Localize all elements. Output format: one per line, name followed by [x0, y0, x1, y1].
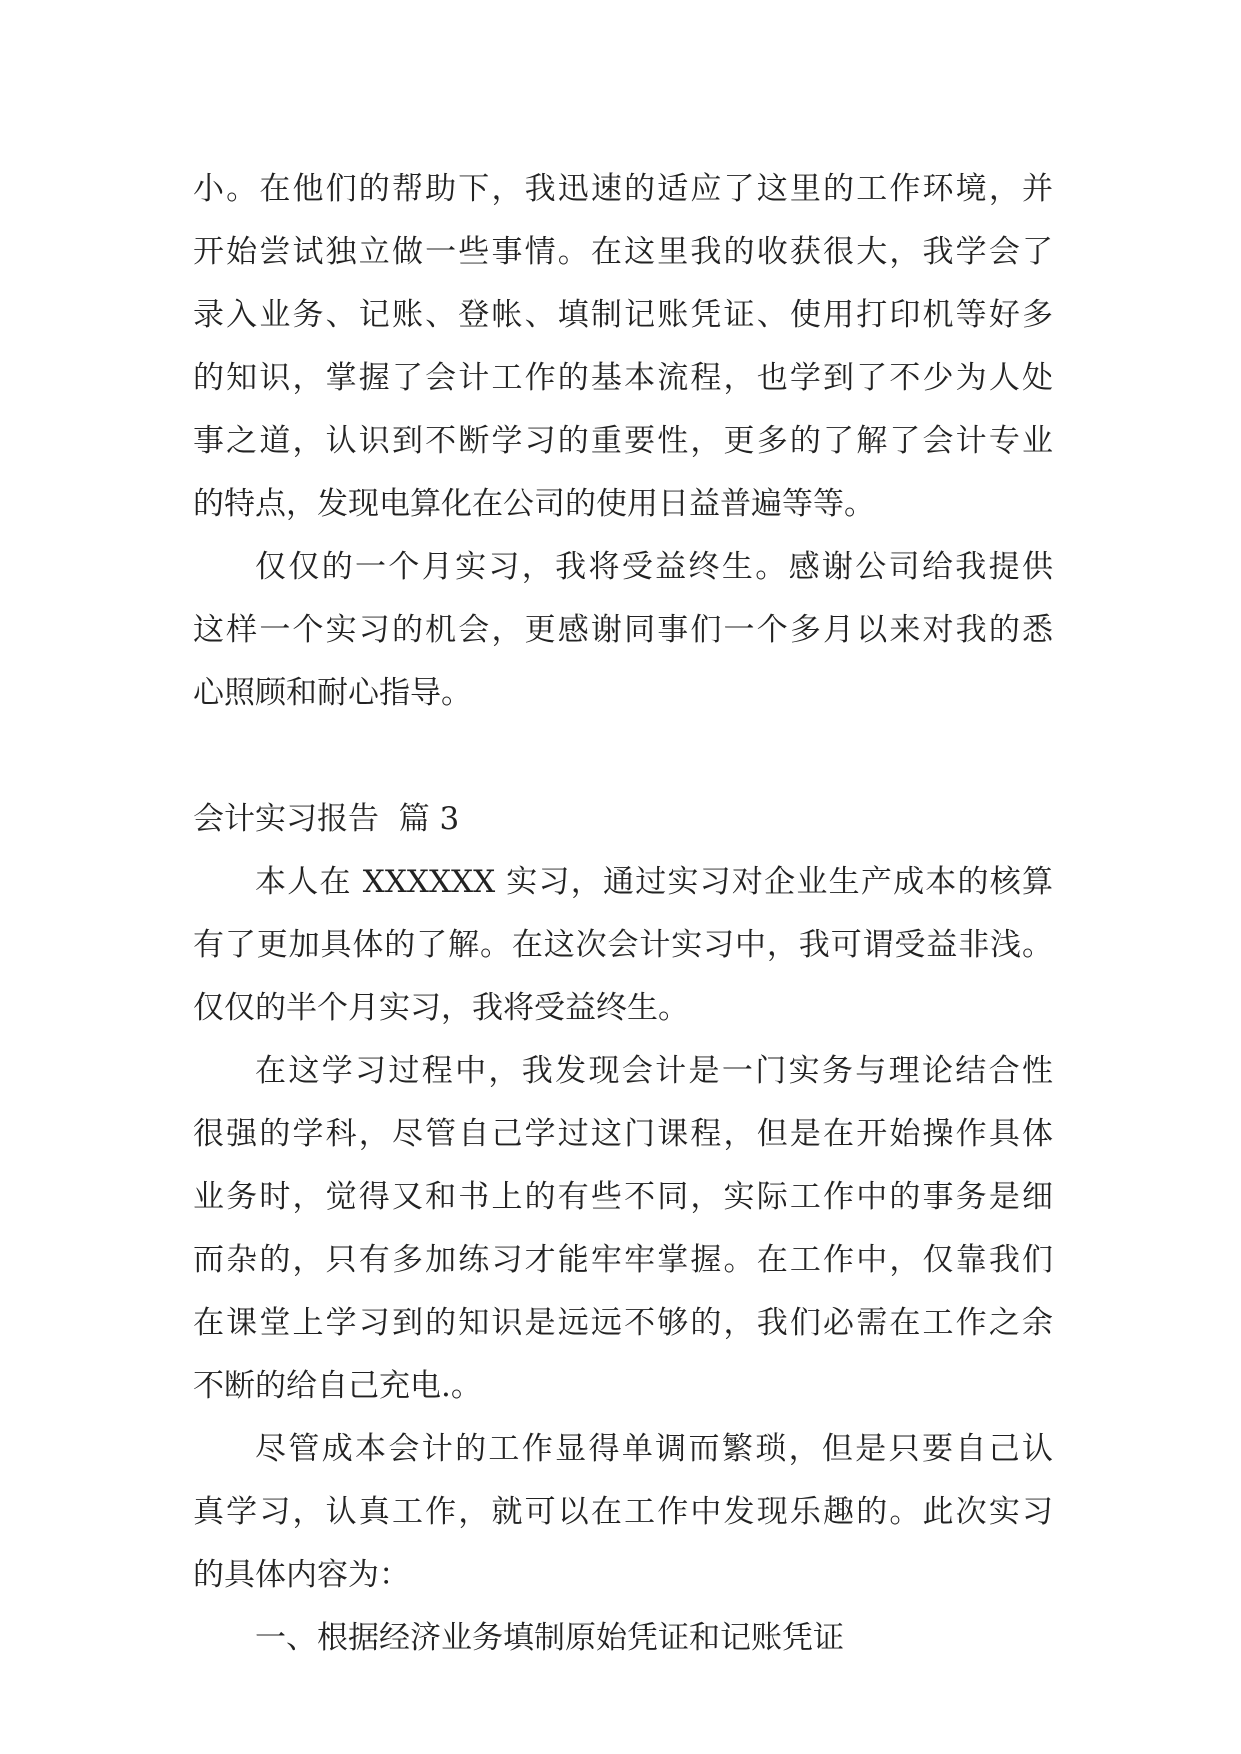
paragraph [193, 1040, 1053, 1418]
text-line: 一、根据经济业务填制原始凭证和记账凭证 [255, 1620, 844, 1656]
text-line: 在这学习过程中，我发现会计是一门实务与理论结合性 [255, 1053, 1053, 1089]
text-line: 的具体内容为： [193, 1557, 410, 1593]
text-line: 的知识，掌握了会计工作的基本流程，也学到了不少为人处 [193, 360, 1053, 396]
text-line: 仅仅的半个月实习，我将受益终生。 [193, 990, 689, 1026]
paragraph [193, 851, 1053, 1040]
text-line: 很强的学科，尽管自己学过这门课程，但是在开始操作具体 [193, 1116, 1053, 1152]
text-line: 尽管成本会计的工作显得单调而繁琐，但是只要自己认 [255, 1431, 1053, 1467]
paragraph [193, 536, 1053, 725]
text-line: 仅仅的一个月实习，我将受益终生。感谢公司给我提供 [255, 549, 1053, 585]
paragraph [193, 158, 1053, 536]
text-line: 开始尝试独立做一些事情。在这里我的收获很大，我学会了 [193, 234, 1053, 270]
text-line: 真学习，认真工作，就可以在工作中发现乐趣的。此次实习 [193, 1494, 1053, 1530]
text-line: 而杂的，只有多加练习才能牢牢掌握。在工作中，仅靠我们 [193, 1242, 1053, 1278]
text-line: 有了更加具体的了解。在这次会计实习中，我可谓受益非浅。 [193, 927, 1053, 963]
text-line: 业务时，觉得又和书上的有些不同，实际工作中的事务是细 [193, 1179, 1053, 1215]
text-line: 不断的给自己充电.。 [193, 1368, 482, 1404]
paragraph [193, 1418, 1053, 1607]
text-line: 在课堂上学习到的知识是远远不够的，我们必需在工作之余 [193, 1305, 1053, 1341]
document-body [193, 158, 1053, 1670]
text-line: 本人在 XXXXXX 实习，通过实习对企业生产成本的核算 [255, 864, 1053, 900]
text-line: 录入业务、记账、登帐、填制记账凭证、使用打印机等好多 [193, 297, 1053, 333]
text-line: 事之道，认识到不断学习的重要性，更多的了解了会计专业 [193, 423, 1053, 459]
text-line: 小。在他们的帮助下，我迅速的适应了这里的工作环境，并 [193, 171, 1053, 207]
text-line: 的特点，发现电算化在公司的使用日益普遍等等。 [193, 486, 875, 522]
text-line: 这样一个实习的机会，更感谢同事们一个多月以来对我的悉 [193, 612, 1053, 648]
paragraph [193, 1607, 1053, 1670]
section-heading-text: 会计实习报告 篇 3 [193, 801, 460, 837]
section-heading [193, 788, 1053, 851]
text-line: 心照顾和耐心指导。 [193, 675, 472, 711]
